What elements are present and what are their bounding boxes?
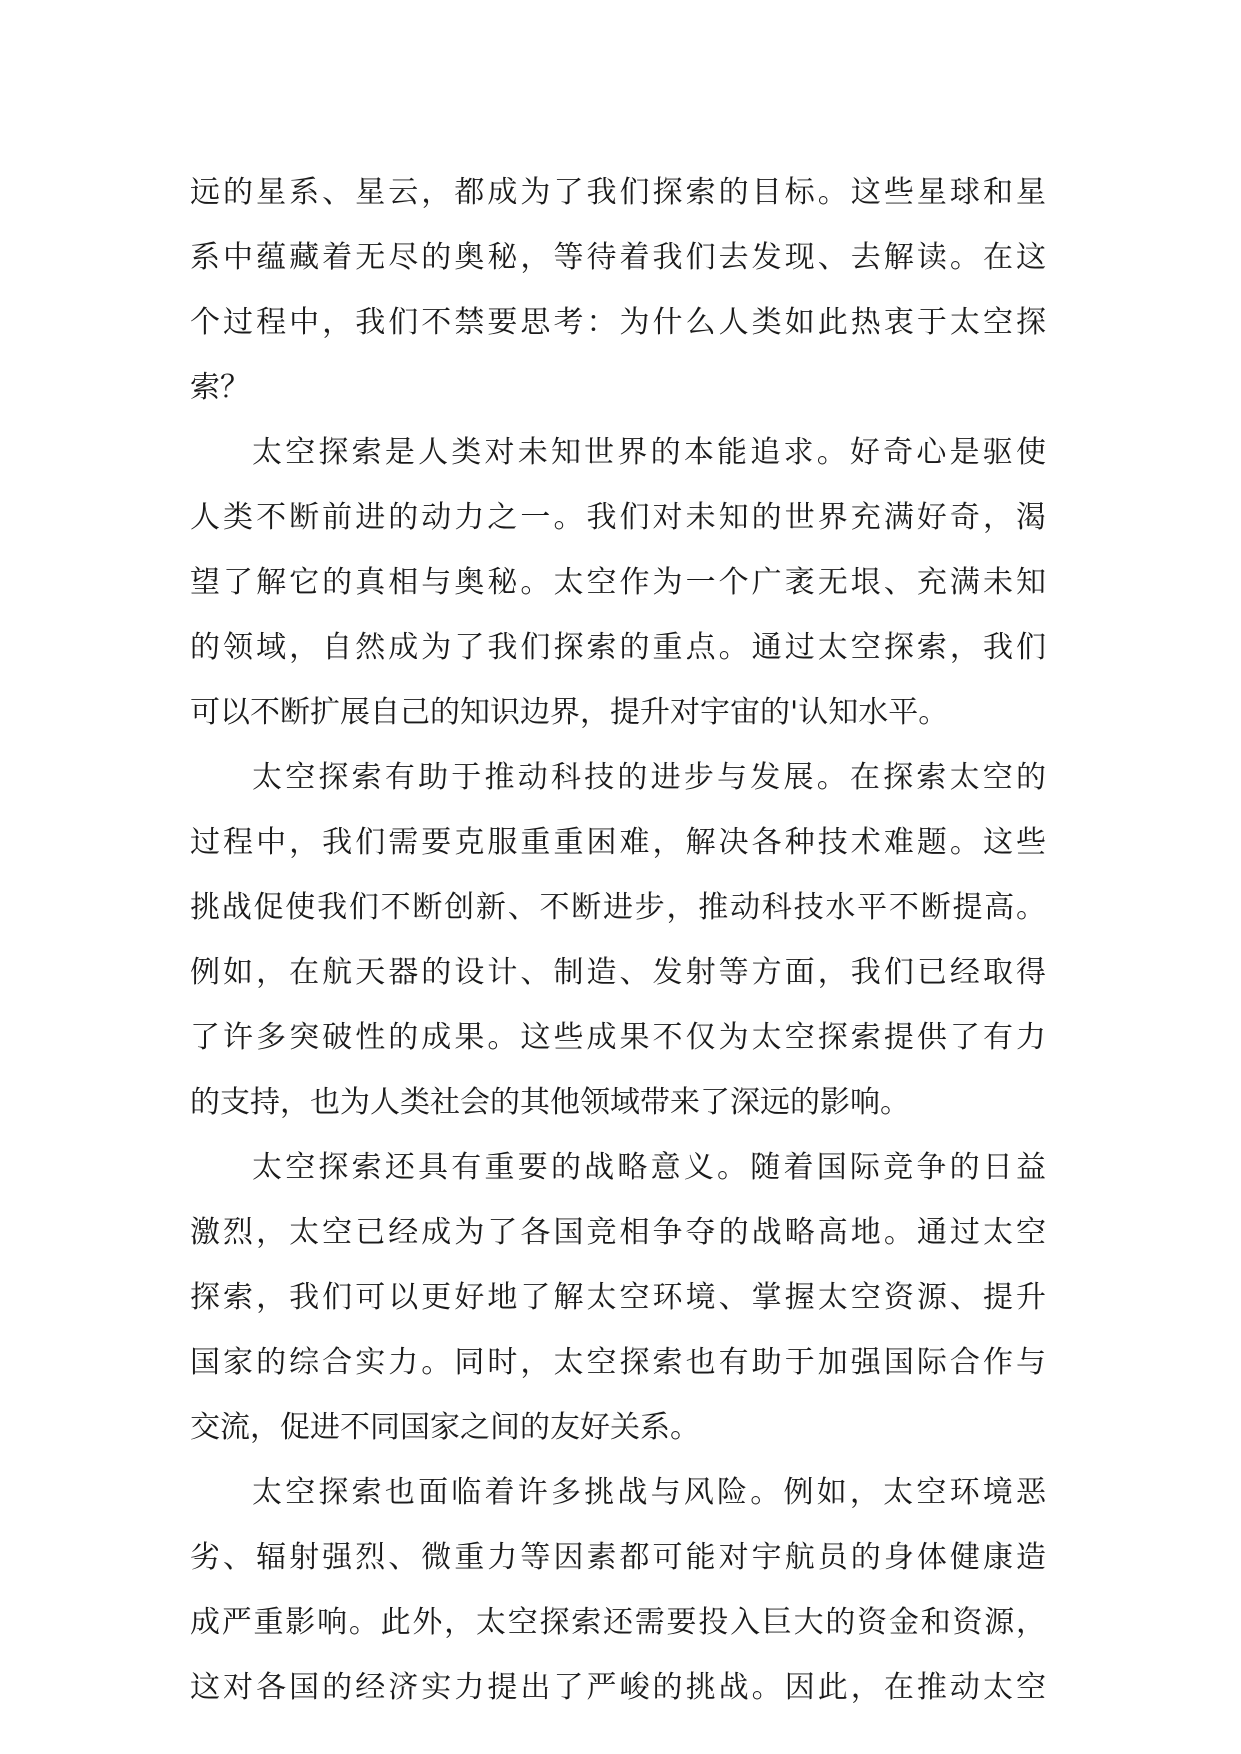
text-line: 这对各国的经济实力提出了严峻的挑战。因此，在推动太空 xyxy=(190,1670,1046,1705)
text-line: 可以不断扩展自己的知识边界，提升对宇宙的'认知水平。 xyxy=(190,695,949,730)
text-line: 个过程中，我们不禁要思考：为什么人类如此热衷于太空探 xyxy=(190,305,1046,340)
text-line: 的领域，自然成为了我们探索的重点。通过太空探索，我们 xyxy=(190,630,1046,665)
text-line: 例如，在航天器的设计、制造、发射等方面，我们已经取得 xyxy=(190,955,1046,990)
text-line: 劣、辐射强烈、微重力等因素都可能对宇航员的身体健康造 xyxy=(190,1540,1046,1575)
text-line: 过程中，我们需要克服重重困难，解决各种技术难题。这些 xyxy=(190,825,1046,860)
text-line: 远的星系、星云，都成为了我们探索的目标。这些星球和星 xyxy=(190,175,1046,210)
text-line: 探索，我们可以更好地了解太空环境、掌握太空资源、提升 xyxy=(190,1280,1046,1315)
paragraph xyxy=(190,1135,1046,1460)
text-line: 太空探索还具有重要的战略意义。随着国际竞争的日益 xyxy=(252,1150,1046,1185)
text-line: 国家的综合实力。同时，太空探索也有助于加强国际合作与 xyxy=(190,1345,1046,1380)
text-line: 交流，促进不同国家之间的友好关系。 xyxy=(190,1410,700,1445)
text-line: 索？ xyxy=(190,370,250,405)
paragraph xyxy=(190,745,1046,1135)
text-line: 激烈，太空已经成为了各国竞相争夺的战略高地。通过太空 xyxy=(190,1215,1046,1250)
document-body xyxy=(190,160,1046,1720)
paragraph xyxy=(190,420,1046,745)
text-line: 望了解它的真相与奥秘。太空作为一个广袤无垠、充满未知 xyxy=(190,565,1046,600)
text-line: 系中蕴藏着无尽的奥秘，等待着我们去发现、去解读。在这 xyxy=(190,240,1046,275)
text-line: 太空探索是人类对未知世界的本能追求。好奇心是驱使 xyxy=(252,435,1046,470)
text-line: 挑战促使我们不断创新、不断进步，推动科技水平不断提高。 xyxy=(190,890,1046,925)
text-line: 人类不断前进的动力之一。我们对未知的世界充满好奇，渴 xyxy=(190,500,1046,535)
paragraph xyxy=(190,160,1046,420)
text-line: 太空探索也面临着许多挑战与风险。例如，太空环境恶 xyxy=(252,1475,1046,1510)
text-line: 了许多突破性的成果。这些成果不仅为太空探索提供了有力 xyxy=(190,1020,1046,1055)
paragraph xyxy=(190,1460,1046,1720)
text-line: 的支持，也为人类社会的其他领域带来了深远的影响。 xyxy=(190,1085,910,1120)
text-line: 太空探索有助于推动科技的进步与发展。在探索太空的 xyxy=(252,760,1046,795)
text-line: 成严重影响。此外，太空探索还需要投入巨大的资金和资源， xyxy=(190,1605,1046,1640)
